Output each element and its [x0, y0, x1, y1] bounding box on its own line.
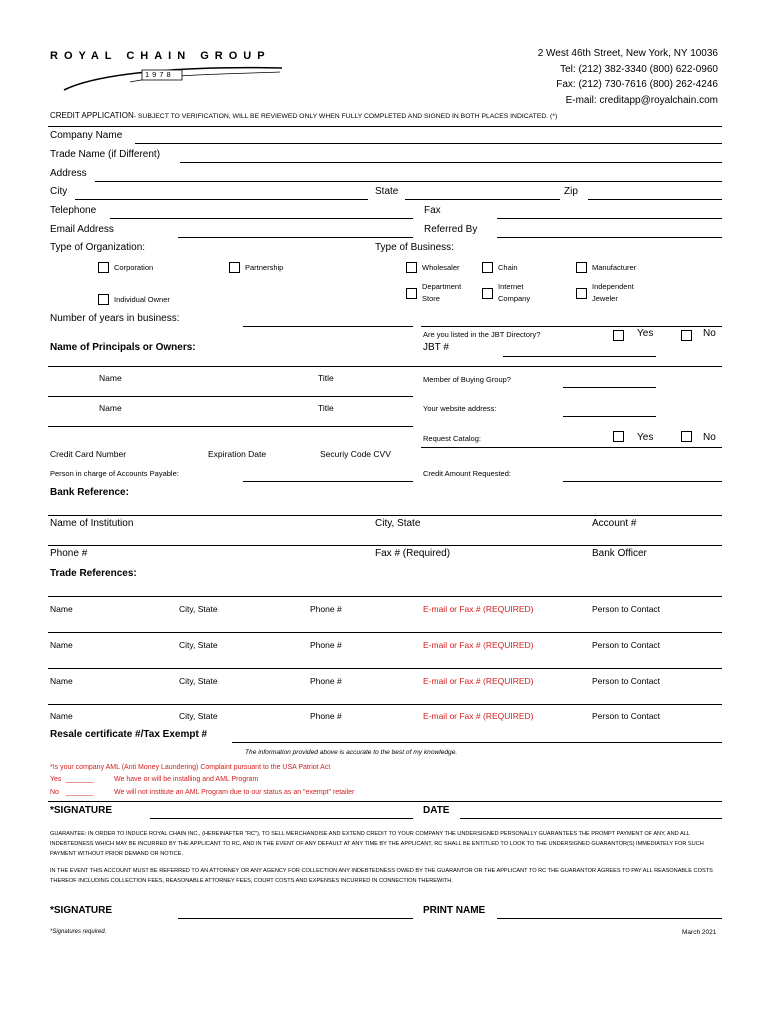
principal-2-title-label: Title — [318, 403, 334, 413]
trade-2-contact: Person to Contact — [592, 640, 661, 650]
trade-2-name: Name — [50, 640, 73, 650]
application-title-sub: - SUBJECT TO VERIFICATION, WILL BE REVIEWED ONLY WHEN FULLY COMPLETED AND SIGNED IN BOTH PLACES INDICATED. (*) — [133, 113, 558, 120]
bank-rule-2 — [48, 545, 722, 546]
department-label: Department — [422, 282, 462, 291]
principals-heading: Name of Principals or Owners: — [50, 342, 196, 353]
zip-label: Zip — [564, 186, 578, 197]
wholesaler-label: Wholesaler — [422, 263, 460, 272]
type-org-label: Type of Organization: — [50, 242, 146, 253]
signature-field-1[interactable] — [150, 818, 413, 819]
address-email: E-mail: creditapp@royalchain.com — [565, 94, 718, 106]
credit-amount-field[interactable] — [563, 481, 722, 482]
bank-reference-heading: Bank Reference: — [50, 487, 129, 498]
address-fax: Fax: (212) 730-7616 (800) 262-4246 — [556, 79, 718, 90]
email-label: Email Address — [50, 224, 114, 235]
security-code-label: Securiy Code CVV — [320, 449, 391, 459]
resale-certificate-label: Resale certificate #/Tax Exempt # — [50, 729, 208, 740]
trade-references-heading: Trade References: — [50, 568, 137, 579]
jbt-question: Are you listed in the JBT Directory? — [423, 330, 541, 339]
principals-rule — [48, 366, 722, 367]
trade-1-contact: Person to Contact — [592, 604, 661, 614]
signature-label-2: *SIGNATURE — [50, 905, 113, 916]
application-title — [50, 111, 557, 120]
zip-field[interactable] — [588, 199, 722, 200]
trade-rule-1 — [48, 596, 722, 597]
bank-city-state-label: City, State — [375, 518, 421, 529]
jbt-number-field[interactable] — [503, 356, 656, 357]
aml-no-text: We will not institute an AML Program due to our status as an "exempt" retailer — [114, 789, 355, 796]
email-field[interactable] — [178, 237, 413, 238]
internet-company-checkbox[interactable] — [482, 288, 493, 299]
signature-field-2[interactable] — [178, 918, 413, 919]
aml-yes-blank[interactable]: _______ — [66, 776, 94, 783]
bank-phone-label: Phone # — [50, 548, 88, 559]
trade-1-city-state: City, State — [179, 604, 218, 614]
trade-rule-4 — [48, 704, 722, 705]
company-label: Company — [498, 294, 531, 303]
trade-3-name: Name — [50, 676, 73, 686]
independent-jeweler-checkbox[interactable] — [576, 288, 587, 299]
wholesaler-checkbox[interactable] — [406, 262, 417, 273]
trade-3-email-fax: E-mail or Fax # (REQUIRED) — [423, 676, 534, 686]
request-catalog-label: Request Catalog: — [423, 434, 481, 443]
logo-swoosh — [60, 62, 290, 94]
internet-label: Internet — [498, 282, 524, 291]
logo-year: 1978 — [145, 70, 174, 79]
accuracy-statement: The information provided above is accurate to the best of my knowledge. — [245, 749, 458, 756]
credit-amount-label: Credit Amount Requested: — [423, 469, 511, 478]
internet-company-label — [498, 281, 530, 305]
signature-rule — [48, 801, 722, 802]
jbt-number-label: JBT # — [423, 342, 449, 353]
corporation-label: Corporation — [114, 263, 154, 272]
trade-4-name: Name — [50, 711, 73, 721]
collection-text: IN THE EVENT THIS ACCOUNT MUST BE REFERRED TO AN ATTORNEY OR ANY AGENCY FOR COLLECTION ANY INDEBTEDNESS OWED BY THE GUARANTOR OR THE APPLICANT TO RC THE GUARANTOR AGREES TO PAY ALL REASONABLE COSTS THEREOF INCLUDING COLLECTION FEES, REASONABLE ATTORNEY FEES, COURT COSTS AND EXPENSES INCURRED IN CONNECTION THEREWITH. — [50, 868, 713, 884]
jbt-yes-checkbox[interactable] — [613, 330, 624, 341]
individual-owner-label: Individual Owner — [114, 295, 170, 304]
guarantee-text: GUARANTEE: IN ORDER TO INDUCE ROYAL CHAIN INC., (HEREINAFTER "RC"), TO SELL MERCHANDISE AND EXTEND CREDIT TO YOUR COMPANY THE UNDERSIGNED PERSONALLY GUARANTEES THE PROMPT PAYMENT OF ANY, AND ALL INDEBTEDNESS WHICH MAY BE INCURRED BY THE APPLICANT TO RC, AND IN THE EVENT OF ANY DEFAULT AT ANY TIME BY THE APPLICANT, RC SHALL BE ENTITLED TO LOOK TO THE UNDERSIGNED GUARANTOR(S) IMMEDIATELY FOR SUCH PAYMENT WITHOUT PRIOR DEMAND OR NOTICE. — [50, 831, 704, 857]
accounts-payable-field[interactable] — [243, 481, 413, 482]
city-label: City — [50, 186, 68, 197]
state-label: State — [375, 186, 399, 197]
jeweler-label: Jeweler — [592, 294, 618, 303]
referred-by-field[interactable] — [497, 237, 722, 238]
trade-2-city-state: City, State — [179, 640, 218, 650]
accounts-payable-label: Person in charge of Accounts Payable: — [50, 469, 179, 478]
department-store-checkbox[interactable] — [406, 288, 417, 299]
trade-3-contact: Person to Contact — [592, 676, 661, 686]
principal-1-title-label: Title — [318, 373, 334, 383]
principal-2-name-label: Name — [99, 403, 122, 413]
state-field[interactable] — [405, 199, 560, 200]
expiration-label: Expiration Date — [208, 449, 267, 459]
aml-question: *Is your company AML (Anti Money Laundering) Complaint pursuant to the USA Patriot Act — [50, 764, 331, 771]
application-title-main: CREDIT APPLICATION — [50, 111, 134, 120]
title-rule — [48, 126, 722, 127]
company-name-label: Company Name — [50, 130, 123, 141]
catalog-yes-label: Yes — [637, 432, 654, 443]
trade-1-phone: Phone # — [310, 604, 342, 614]
form-date-code: March 2021 — [682, 929, 717, 936]
chain-checkbox[interactable] — [482, 262, 493, 273]
trade-rule-2 — [48, 632, 722, 633]
bank-fax-label: Fax # (Required) — [375, 548, 451, 559]
trade-2-email-fax: E-mail or Fax # (REQUIRED) — [423, 640, 534, 650]
print-name-label: PRINT NAME — [423, 905, 486, 916]
company-name-field[interactable] — [135, 143, 722, 144]
trade-4-city-state: City, State — [179, 711, 218, 721]
website-label: Your website address: — [423, 404, 497, 413]
trade-3-city-state: City, State — [179, 676, 218, 686]
principal-2-field[interactable] — [48, 426, 413, 427]
company-address — [538, 46, 718, 108]
years-in-business-label: Number of years in business: — [50, 313, 180, 324]
bank-account-label: Account # — [592, 518, 637, 529]
referred-by-label: Referred By — [424, 224, 478, 235]
trade-rule-3 — [48, 668, 722, 669]
aml-yes-text: We have or will be installing and AML Program — [114, 776, 259, 783]
date-label: DATE — [423, 805, 450, 816]
jbt-no-checkbox[interactable] — [681, 330, 692, 341]
trade-name-field[interactable] — [180, 162, 722, 163]
partnership-label: Partnership — [245, 263, 284, 272]
department-store-label — [422, 281, 461, 305]
bank-officer-label: Bank Officer — [592, 548, 647, 559]
telephone-label: Telephone — [50, 205, 97, 216]
telephone-field[interactable] — [110, 218, 413, 219]
jbt-no-label: No — [703, 328, 716, 339]
bank-institution-label: Name of Institution — [50, 518, 134, 529]
catalog-no-checkbox[interactable] — [681, 431, 692, 442]
company-logo-text: ROYAL CHAIN GROUP — [50, 50, 271, 62]
aml-no-blank[interactable]: _______ — [66, 789, 94, 796]
principal-1-name-label: Name — [99, 373, 122, 383]
catalog-yes-checkbox[interactable] — [613, 431, 624, 442]
address-tel: Tel: (212) 382-3340 (800) 622-0960 — [560, 63, 718, 75]
website-field[interactable] — [563, 416, 656, 417]
credit-card-label: Credit Card Number — [50, 449, 127, 459]
aml-yes-label: Yes — [50, 776, 62, 783]
fax-label: Fax — [424, 205, 441, 216]
corporation-checkbox[interactable] — [98, 262, 109, 273]
partnership-checkbox[interactable] — [229, 262, 240, 273]
trade-name-label: Trade Name (if Different) — [50, 149, 161, 160]
independent-jeweler-label — [592, 281, 634, 305]
trade-4-phone: Phone # — [310, 711, 342, 721]
manufacturer-checkbox[interactable] — [576, 262, 587, 273]
aml-no-label: No — [50, 789, 59, 796]
signature-label-1: *SIGNATURE — [50, 805, 113, 816]
jbt-yes-label: Yes — [637, 328, 654, 339]
address-street: 2 West 46th Street, New York, NY 10036 — [537, 48, 718, 59]
individual-owner-checkbox[interactable] — [98, 294, 109, 305]
catalog-no-label: No — [703, 432, 716, 443]
fax-field[interactable] — [497, 218, 722, 219]
catalog-rule — [421, 447, 722, 448]
type-business-label: Type of Business: — [375, 242, 454, 253]
store-label: Store — [422, 294, 440, 303]
address-field[interactable] — [95, 181, 722, 182]
buying-group-field[interactable] — [563, 387, 656, 388]
trade-3-phone: Phone # — [310, 676, 342, 686]
signatures-required-note: *Signatures required. — [50, 929, 107, 935]
trade-2-phone: Phone # — [310, 640, 342, 650]
date-field[interactable] — [460, 818, 722, 819]
address-label: Address — [50, 168, 87, 179]
trade-1-name: Name — [50, 604, 73, 614]
years-in-business-field[interactable] — [243, 326, 413, 327]
print-name-field[interactable] — [497, 918, 722, 919]
resale-certificate-field[interactable] — [232, 742, 722, 743]
buying-group-label: Member of Buying Group? — [423, 375, 511, 384]
independent-label: Independent — [592, 282, 634, 291]
trade-1-email-fax: E-mail or Fax # (REQUIRED) — [423, 604, 534, 614]
chain-label: Chain — [498, 263, 518, 272]
trade-4-email-fax: E-mail or Fax # (REQUIRED) — [423, 711, 534, 721]
manufacturer-label: Manufacturer — [592, 263, 637, 272]
principal-1-field[interactable] — [48, 396, 413, 397]
trade-4-contact: Person to Contact — [592, 711, 661, 721]
bank-rule-1 — [48, 515, 722, 516]
city-field[interactable] — [75, 199, 368, 200]
jbt-rule — [421, 326, 722, 327]
